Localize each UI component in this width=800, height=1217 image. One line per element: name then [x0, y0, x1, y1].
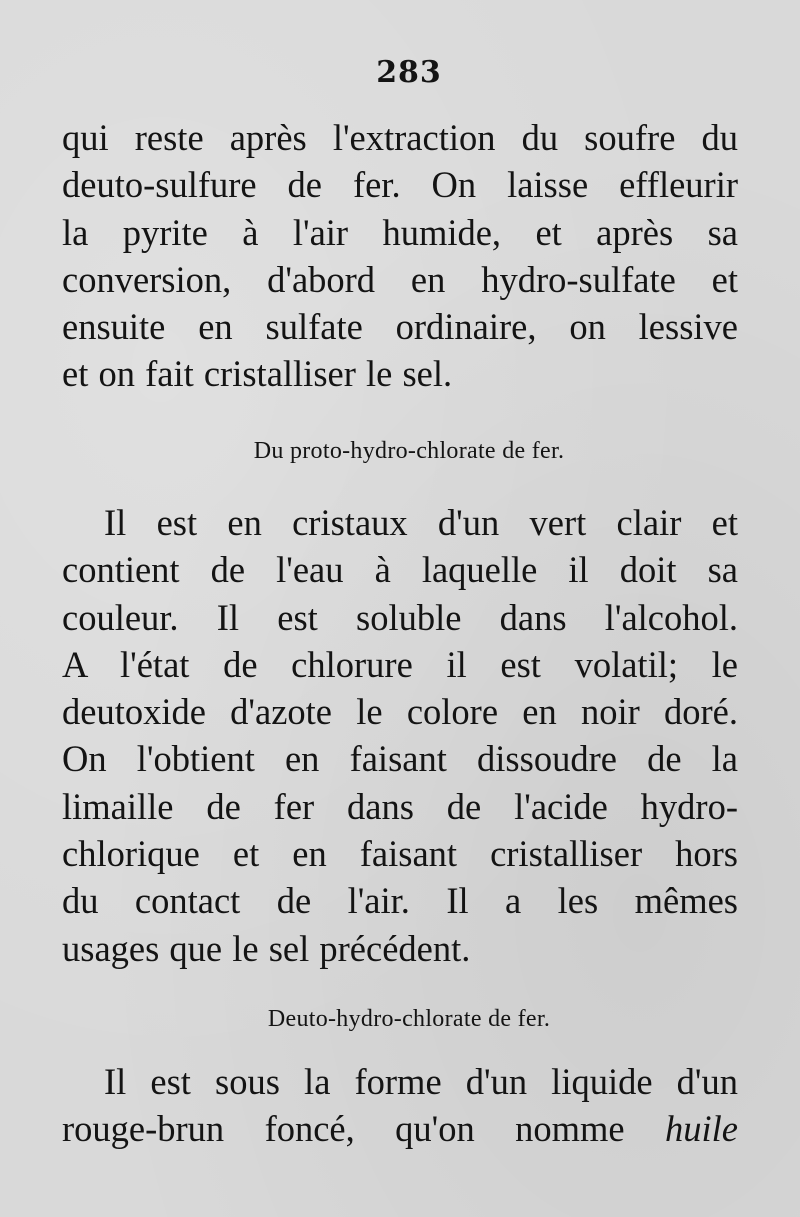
- text-line: usages que le sel précédent.: [62, 927, 471, 969]
- text-line: deuto-sulfure de fer. On laisse effleurir: [62, 164, 738, 206]
- text-segment: rouge-brun foncé, qu'on nomme: [62, 1108, 666, 1150]
- italic-term: huile: [665, 1108, 738, 1150]
- paragraph-deuto-hydro-chlorate: [62, 1058, 738, 1153]
- text-line: chlorique et en faisant cristalliser hors: [62, 833, 738, 875]
- text-line: deutoxide d'azote le colore en noir doré.: [62, 691, 738, 733]
- section-heading-proto-hydro-chlorate: Du proto-hydro-chlorate de fer.: [253, 438, 565, 464]
- text-line: qui reste après l'extraction du soufre du: [62, 117, 738, 158]
- paragraph-continuation: [62, 114, 738, 398]
- text-line: A l'état de chlorure il est volatil; le: [62, 643, 738, 685]
- page-number: 283: [376, 55, 442, 90]
- text-line: [62, 1105, 738, 1152]
- text-line: et on fait cristalliser le sel.: [62, 353, 453, 395]
- text-line: limaille de fer dans de l'acide hydro-: [62, 785, 738, 827]
- paragraph-proto-hydro-chlorate: [62, 499, 738, 972]
- text-line: Il est sous la forme d'un liquide d'un: [104, 1061, 738, 1102]
- text-line: contient de l'eau à laquelle il doit sa: [62, 549, 738, 591]
- text-line: ensuite en sulfate ordinaire, on lessive: [62, 306, 738, 348]
- text-line: conversion, d'abord en hydro-sulfate et: [62, 258, 738, 300]
- text-line: On l'obtient en faisant dissoudre de la: [62, 738, 738, 780]
- text-line: la pyrite à l'air humide, et après sa: [62, 211, 738, 253]
- text-line: couleur. Il est soluble dans l'alcohol.: [62, 596, 738, 638]
- text-line: du contact de l'air. Il a les mêmes: [62, 880, 738, 922]
- text-line: Il est en cristaux d'un vert clair et: [104, 502, 738, 543]
- section-heading-deuto-hydro-chlorate: Deuto-hydro-chlorate de fer.: [267, 1006, 551, 1032]
